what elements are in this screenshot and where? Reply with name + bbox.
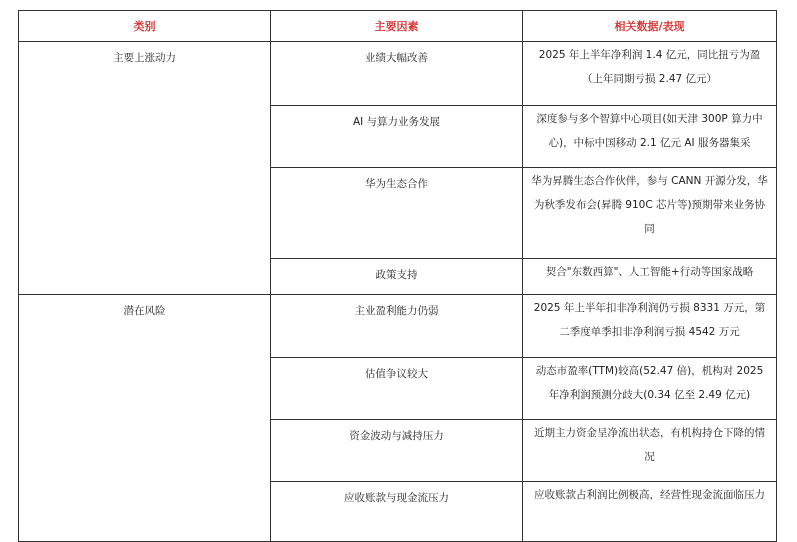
factor-cell: 业绩大幅改善 — [271, 42, 523, 106]
table-row — [19, 295, 777, 358]
category-cell: 潜在风险 — [19, 295, 271, 542]
detail-cell: 近期主力资金呈净流出状态，有机构持仓下降的情况 — [523, 420, 777, 482]
factor-cell: 估值争议较大 — [271, 358, 523, 420]
header-detail: 相关数据/表现 — [523, 11, 777, 42]
table-row — [19, 42, 777, 106]
detail-cell: 2025 年上半年扣非净利润仍亏损 8331 万元，第二季度单季扣非净利润亏损 4542 万元 — [523, 295, 777, 358]
detail-cell: 2025 年上半年净利润 1.4 亿元，同比扭亏为盈（上年同期亏损 2.47 亿元） — [523, 42, 777, 106]
detail-cell: 华为昇腾生态合作伙伴，参与 CANN 开源分发，华为秋季发布会(昇腾 910C 芯片等)预期带来业务协同 — [523, 168, 777, 259]
header-row — [19, 11, 777, 42]
detail-cell: 动态市盈率(TTM)较高(52.47 倍)，机构对 2025 年净利润预测分歧大(0.34 亿至 2.49 亿元) — [523, 358, 777, 420]
factor-cell: AI 与算力业务发展 — [271, 106, 523, 168]
factor-cell: 政策支持 — [271, 259, 523, 295]
header-category: 类别 — [19, 11, 271, 42]
factor-cell: 主业盈利能力仍弱 — [271, 295, 523, 358]
header-factor: 主要因素 — [271, 11, 523, 42]
factor-cell: 华为生态合作 — [271, 168, 523, 259]
detail-cell: 深度参与多个智算中心项目(如天津 300P 算力中心)，中标中国移动 2.1 亿元 AI 服务器集采 — [523, 106, 777, 168]
category-cell: 主要上涨动力 — [19, 42, 271, 295]
analysis-table — [18, 10, 777, 542]
factor-cell: 应收账款与现金流压力 — [271, 482, 523, 542]
detail-cell: 应收账款占利润比例极高，经营性现金流面临压力 — [523, 482, 777, 542]
detail-cell: 契合"东数西算"、人工智能+行动等国家战略 — [523, 259, 777, 295]
factor-cell: 资金波动与减持压力 — [271, 420, 523, 482]
